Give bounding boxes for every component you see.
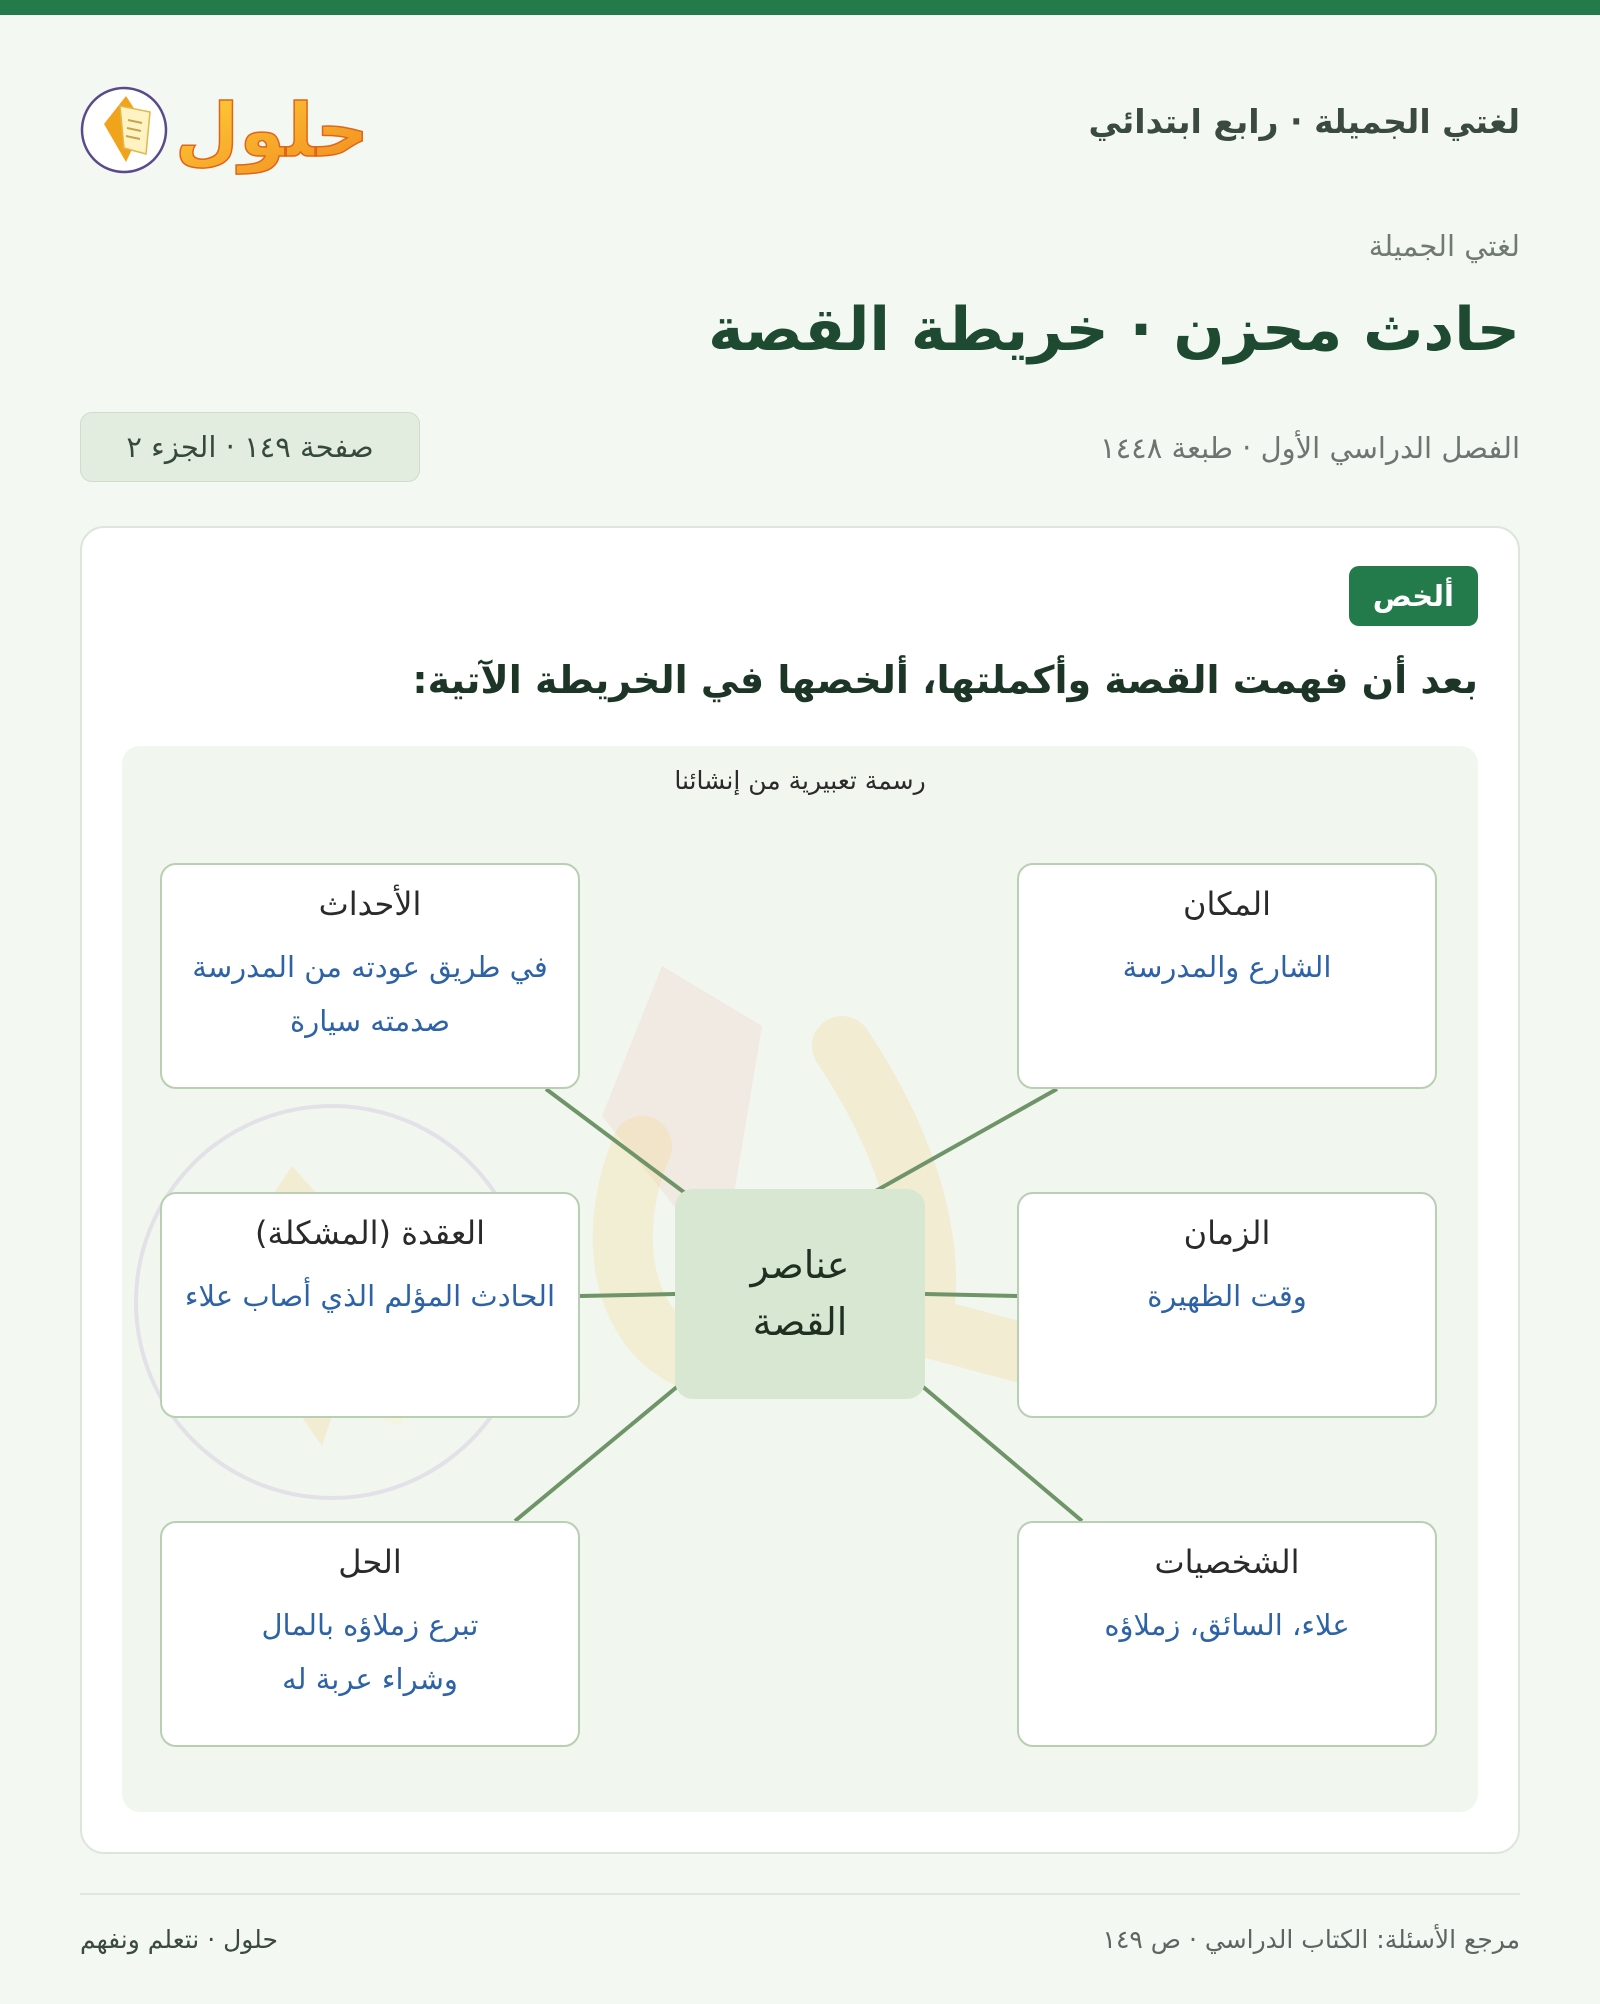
- node-answer: علاء، السائق، زملاؤه: [1104, 1608, 1350, 1642]
- node-answer: الشارع والمدرسة: [1122, 950, 1332, 984]
- node-title: العقدة (المشكلة): [254, 1214, 486, 1252]
- node-title: الحل: [338, 1543, 402, 1581]
- node-answer: تبرع زملاؤه بالمال: [261, 1608, 479, 1642]
- page-title: حادث محزن · خريطة القصة: [708, 295, 1520, 365]
- node-title: الشخصيات: [1154, 1543, 1300, 1581]
- node-title: الأحداث: [318, 885, 422, 923]
- node-events: [160, 863, 580, 1089]
- node-problem: [160, 1192, 580, 1418]
- logo-wordmark: حلول: [174, 88, 370, 174]
- node-answer: وشراء عربة له: [282, 1661, 458, 1696]
- top-accent-bar: [0, 0, 1600, 15]
- section-tag: ألخص: [1349, 566, 1478, 626]
- node-answer: في طريق عودته من المدرسة: [192, 950, 548, 984]
- page-badge: صفحة ١٤٩ · الجزء ٢: [80, 412, 420, 482]
- summary-card: [80, 526, 1520, 1854]
- center-node-story-elements: [675, 1189, 925, 1399]
- center-label-line2: القصة: [752, 1300, 848, 1344]
- breadcrumb[interactable]: لغتي الجميلة: [1368, 229, 1520, 263]
- footer-reference: مرجع الأسئلة: الكتاب الدراسي · ص ١٤٩: [1102, 1925, 1520, 1954]
- node-time: [1017, 1192, 1437, 1418]
- footer-brand[interactable]: حلول · نتعلم ونفهم: [80, 1925, 278, 1954]
- hulul-logo[interactable]: [80, 62, 380, 192]
- footer-divider: [80, 1893, 1520, 1895]
- node-answer: وقت الظهيرة: [1147, 1279, 1307, 1313]
- node-answer: صدمته سيارة: [290, 1003, 450, 1038]
- node-characters: [1017, 1521, 1437, 1747]
- node-place: [1017, 863, 1437, 1089]
- node-title: الزمان: [1183, 1214, 1271, 1252]
- node-answer: الحادث المؤلم الذي أصاب علاء: [184, 1279, 556, 1313]
- node-solution: [160, 1521, 580, 1747]
- edition-meta: الفصل الدراسي الأول · طبعة ١٤٤٨: [1100, 431, 1520, 465]
- question-text: بعد أن فهمت القصة وأكملتها، ألخصها في الخريطة الآتية:: [412, 658, 1478, 702]
- node-title: المكان: [1182, 885, 1272, 923]
- page-header: [80, 62, 1520, 192]
- diagram-caption: رسمة تعبيرية من إنشائنا: [674, 766, 926, 795]
- header-subject: لغتي الجميلة · رابع ابتدائي: [1088, 102, 1520, 141]
- center-label-line1: عناصر: [750, 1243, 850, 1287]
- story-map-diagram: [122, 746, 1478, 1812]
